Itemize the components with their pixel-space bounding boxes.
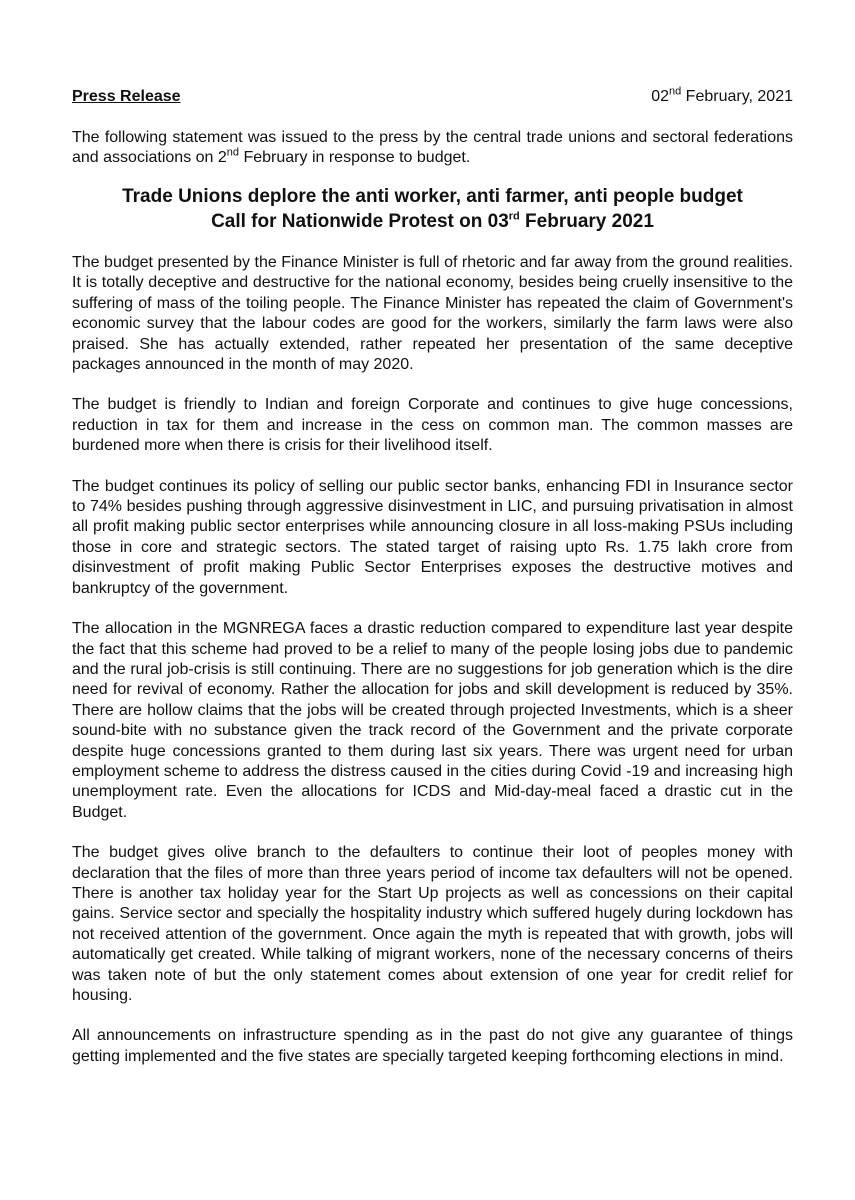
headline-line-2-before: Call for Nationwide Protest on 03 [211, 211, 509, 232]
paragraph-public-sector-sale: The budget continues its policy of selling our public sector banks, enhancing FDI in Insurance sector to 74% besides pushing through aggressive disinvestment in LIC, and pursuing privatisation in almost all profit making public sector enterprises while announcing closure in all loss-making PSUs including those in core and strategic sectors. The stated target of raising upto Rs. 1.75 lakh crore from disinvestment of profit making Public Sector Enterprises exposes the destructive motives and bankruptcy of the government. [72, 477, 793, 597]
intro-date-suffix: nd [226, 146, 240, 159]
date-month-year: February, 2021 [681, 88, 793, 105]
paragraph-budget-rhetoric: The budget presented by the Finance Minister is full of rhetoric and far away from the ground realities. It is totally deceptive and destructive for the national economy, besides being cruelly insensitive to the suffering of mass of the toiling people. The Finance Minister has repeated the claim of Government's economic survey that the labour codes are good for the workers, similarly the farm laws were also praised. She has actually extended, rather repeated her presentation of the same deceptive packages announced in the month of may 2020. [72, 254, 793, 374]
headline-line-1: Trade Unions deplore the anti worker, anti farmer, anti people budget [122, 186, 743, 207]
paragraph-defaulters: The budget gives olive branch to the defaulters to continue their loot of peoples money with declaration that the files of more than three years period of income tax defaulters will not be opened. There is another tax holiday year for the Start Up projects as well as concessions on their capital gains. Service sector and specially the hospitality industry which suffered hugely during lockdown has not received attention of the government. Once again the myth is repeated that with growth, jobs will automatically get created. While talking of migrant workers, none of the necessary concerns of theirs was taken note of but the only statement comes about extension of one year for credit relief for housing. [72, 844, 793, 1004]
headline [72, 184, 793, 234]
body-text [72, 253, 793, 1067]
release-date [651, 86, 793, 108]
date-day-suffix: nd [668, 85, 682, 98]
headline-line-2-after: February 2021 [519, 211, 654, 232]
paragraph-infrastructure: All announcements on infrastructure spending as in the past do not give any guarantee of things getting implemented and the five states are specially targeted keeping forthcoming elections in mind. [72, 1027, 793, 1065]
headline-line-2 [72, 209, 793, 234]
intro-text-before: The following statement was issued to the press by the central trade unions and sectoral federations and associations on 2 [72, 129, 793, 166]
press-release-label: Press Release [72, 88, 181, 105]
date-day: 02 [651, 88, 669, 105]
intro-text-after: February in response to budget. [239, 149, 471, 166]
headline-date-suffix: rd [508, 210, 520, 223]
paragraph-corporate-concessions: The budget is friendly to Indian and foreign Corporate and continues to give huge concessions, reduction in tax for them and increase in the cess on common man. The common masses are burdened more when there is crisis for their livelihood itself. [72, 396, 793, 455]
header-row [72, 86, 793, 108]
document-page [72, 86, 793, 1087]
paragraph-mgnrega-allocation: The allocation in the MGNREGA faces a drastic reduction compared to expenditure last year despite the fact that this scheme had proved to be a relief to many of the people losing jobs due to pandemic and the rural job-crisis is still continuing. There are no suggestions for job generation which is the dire need for revival of economy. Rather the allocation for jobs and skill development is reduced by 35%. There are hollow claims that the jobs will be created through projected Investments, which is a sheer sound-bite with no substance given the track record of the Government and the private corporate despite huge concessions granted to them during last six years. There was urgent need for urban employment scheme to address the distress caused in the cities during Covid -19 and increasing high unemployment rate. Even the allocations for ICDS and Mid-day-meal faced a drastic cut in the Budget. [72, 620, 793, 821]
intro-statement [72, 128, 793, 168]
